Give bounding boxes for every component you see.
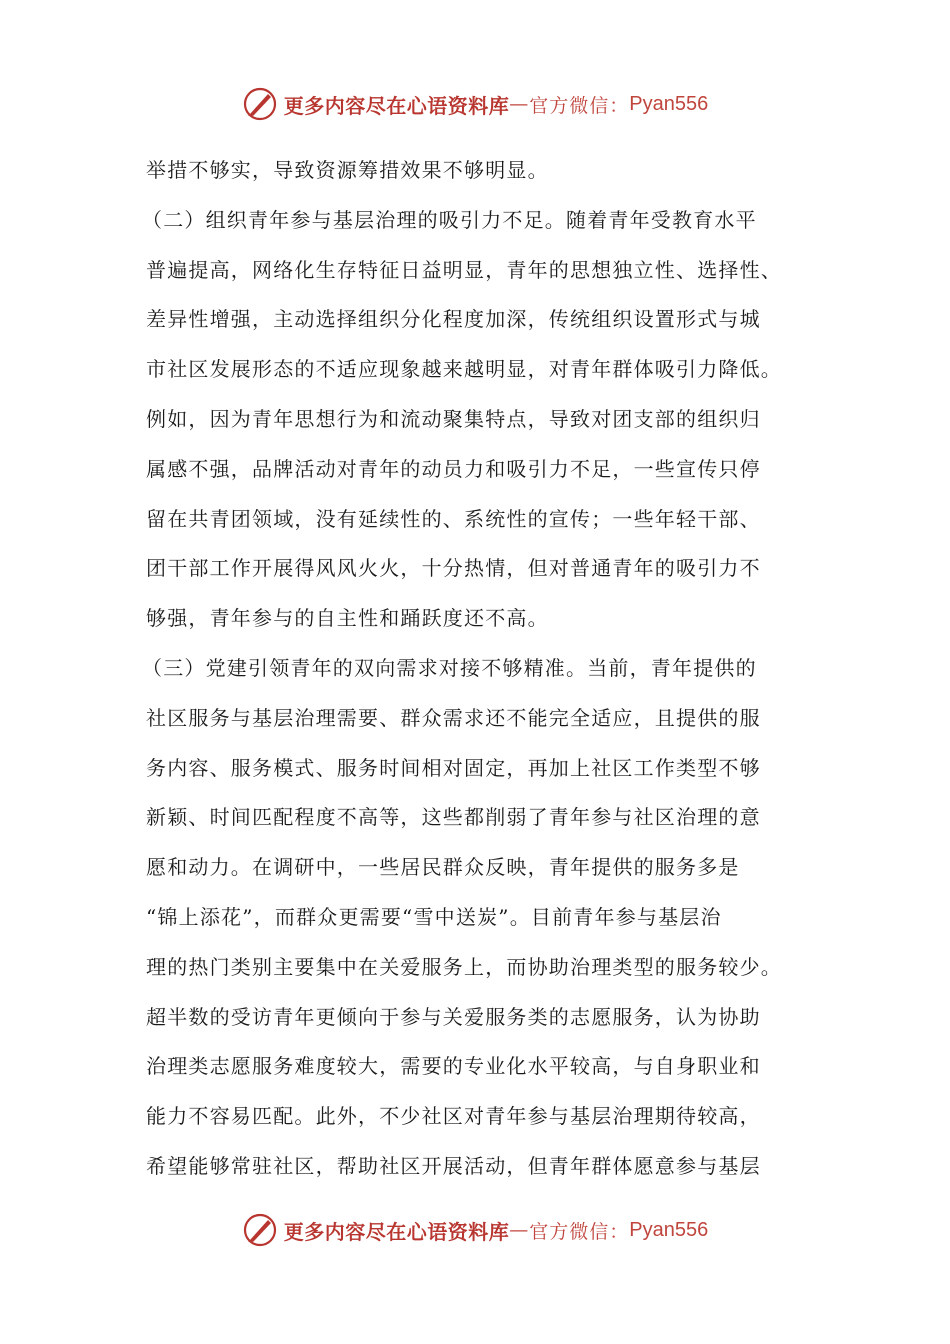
text-line: 市社区发展形态的不适应现象越来越明显，对青年群体吸引力降低。 xyxy=(146,357,782,382)
banner-dash: — xyxy=(509,1219,530,1241)
text-line: 团干部工作开展得风风火火，十分热情，但对普通青年的吸引力不 xyxy=(146,556,761,581)
text-line: 差异性增强，主动选择组织分化程度加深，传统组织设置形式与城 xyxy=(146,307,761,332)
quill-logo-icon xyxy=(242,1212,278,1248)
banner-wechat-id: Pyan556 xyxy=(629,1218,709,1241)
text-line: 新颖、时间匹配程度不高等，这些都削弱了青年参与社区治理的意 xyxy=(146,805,761,830)
banner-main-text: 更多内容尽在心语资料库 xyxy=(283,1219,510,1244)
text-line: （二）组织青年参与基层治理的吸引力不足。随着青年受教育水平 xyxy=(142,207,757,232)
text-line: 留在共青团领域，没有延续性的、系统性的宣传；一些年轻干部、 xyxy=(146,506,761,531)
quill-logo-icon xyxy=(242,86,278,122)
banner-wechat-id: Pyan556 xyxy=(629,92,709,115)
text-line: 能力不容易匹配。此外，不少社区对青年参与基层治理期待较高， xyxy=(146,1104,761,1129)
text-line: 举措不够实，导致资源筹措效果不够明显。 xyxy=(146,158,549,182)
banner-main-text: 更多内容尽在心语资料库 xyxy=(283,93,510,118)
header-banner xyxy=(0,84,950,124)
text-line: 希望能够常驻社区，帮助社区开展活动，但青年群体愿意参与基层 xyxy=(146,1153,761,1178)
text-line: 治理类志愿服务难度较大，需要的专业化水平较高，与自身职业和 xyxy=(146,1054,761,1079)
text-line: 够强，青年参与的自主性和踊跃度还不高。 xyxy=(146,606,549,631)
text-line: （三）党建引领青年的双向需求对接不够精准。当前，青年提供的 xyxy=(142,655,757,680)
text-line: 理的热门类别主要集中在关爱服务上，而协助治理类型的服务较少。 xyxy=(146,954,782,979)
text-line: “锦上添花”，而群众更需要“雪中送炭”。目前青年参与基层治 xyxy=(146,904,722,929)
text-line: 超半数的受访青年更倾向于参与关爱服务类的志愿服务，认为协助 xyxy=(146,1004,761,1029)
banner-dash: — xyxy=(509,93,530,115)
document-body xyxy=(142,146,816,1192)
text-line: 例如，因为青年思想行为和流动聚集特点，导致对团支部的组织归 xyxy=(146,406,761,431)
text-line: 社区服务与基层治理需要、群众需求还不能完全适应，且提供的服 xyxy=(146,705,761,730)
banner-sub-text: 官方微信： xyxy=(529,94,630,117)
footer-banner xyxy=(0,1210,950,1250)
text-line: 愿和动力。在调研中，一些居民群众反映，青年提供的服务多是 xyxy=(146,855,740,880)
banner-sub-text: 官方微信： xyxy=(529,1220,630,1243)
text-line: 普遍提高，网络化生存特征日益明显，青年的思想独立性、选择性、 xyxy=(146,257,782,282)
text-line: 务内容、服务模式、服务时间相对固定，再加上社区工作类型不够 xyxy=(146,755,761,780)
text-line: 属感不强，品牌活动对青年的动员力和吸引力不足，一些宣传只停 xyxy=(146,456,761,481)
